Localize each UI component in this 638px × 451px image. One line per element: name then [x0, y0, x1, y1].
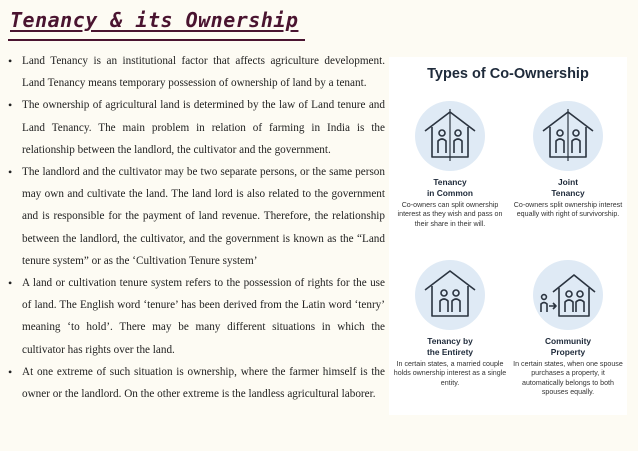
card-tenancy-in-common — [391, 101, 509, 229]
slide-title: Tenancy & its Ownership — [10, 8, 299, 32]
co-ownership-infographic — [389, 57, 627, 415]
card-title-line: Tenancy — [433, 177, 467, 187]
card-title-line: Tenancy — [551, 187, 585, 198]
bullet-item — [8, 272, 385, 361]
house-couple-icon — [415, 260, 485, 330]
card-title-line: Community — [544, 336, 592, 346]
card-description: Co-owners can split ownership interest as they wish and pass on their share in their will. — [397, 201, 503, 228]
card-description: In certain states, when one spouse purchases a property, it automatically belongs to both spouses equally. — [513, 360, 623, 397]
bullet-list — [8, 50, 385, 405]
house-split-icon — [415, 101, 485, 171]
card-community-property — [509, 260, 627, 398]
card-description: In certain states, a married couple holds ownership interest as a single entity. — [393, 360, 507, 387]
card-title-line: the Entirety — [426, 346, 474, 357]
card-joint-tenancy — [509, 101, 627, 220]
title-underline — [8, 39, 305, 41]
infographic-title: Types of Co-Ownership — [427, 66, 589, 82]
bullet-item — [8, 161, 385, 272]
bullet-text: Land Tenancy is an institutional factor that affects agriculture development. Land Tenancy means temporary possession of ownership of land by a tenant. — [22, 55, 385, 90]
bullet-dot-icon: • — [8, 165, 13, 180]
bullet-dot-icon: • — [8, 54, 13, 68]
bullet-dot-icon: • — [8, 364, 13, 379]
bullet-text: At one extreme of such situation is ownership, where the farmer himself is the owner or the landlord. On the other extreme is the landless agricultural laborer. — [22, 365, 385, 401]
card-tenancy-by-the-entirety — [391, 260, 509, 388]
bullet-text: The landlord and the cultivator may be two separate persons, or the same person may own and cultivate the land. The land lord is also related to the government and is responsible for the payment of land revenue. Therefore, the relationship between the landlord, the cultivator, and the government is known as the “Land tenure system” or as the ‘Cultivation Tenure system’ — [22, 166, 385, 267]
card-title-line: Joint — [557, 177, 578, 187]
bullet-item — [8, 361, 385, 405]
bullet-item — [8, 50, 385, 94]
card-title-line: Property — [550, 346, 586, 357]
card-description: Co-owners split ownership interest equally with right of survivorship. — [513, 201, 623, 219]
bullet-dot-icon: • — [8, 98, 13, 113]
card-title-line: Tenancy by — [427, 336, 473, 346]
bullet-text: A land or cultivation tenure system refers to the possession of rights for the use of land. The English word ‘tenure’ has been derived from the Latin word ‘tenry’ meaning ‘to hold’. There may be many different situations in which the cultivator has rights over the land. — [22, 277, 385, 356]
bullet-text: The ownership of agricultural land is determined by the law of Land tenure and Land Tenancy. The main problem in relation of farming in India is the relationship between the landlord, the cultivator and the government. — [22, 99, 385, 156]
card-title-line: in Common — [426, 187, 474, 198]
bullet-item — [8, 94, 385, 161]
house-split-icon — [533, 101, 603, 171]
house-transfer-icon — [533, 260, 603, 330]
bullet-dot-icon: • — [8, 276, 13, 291]
